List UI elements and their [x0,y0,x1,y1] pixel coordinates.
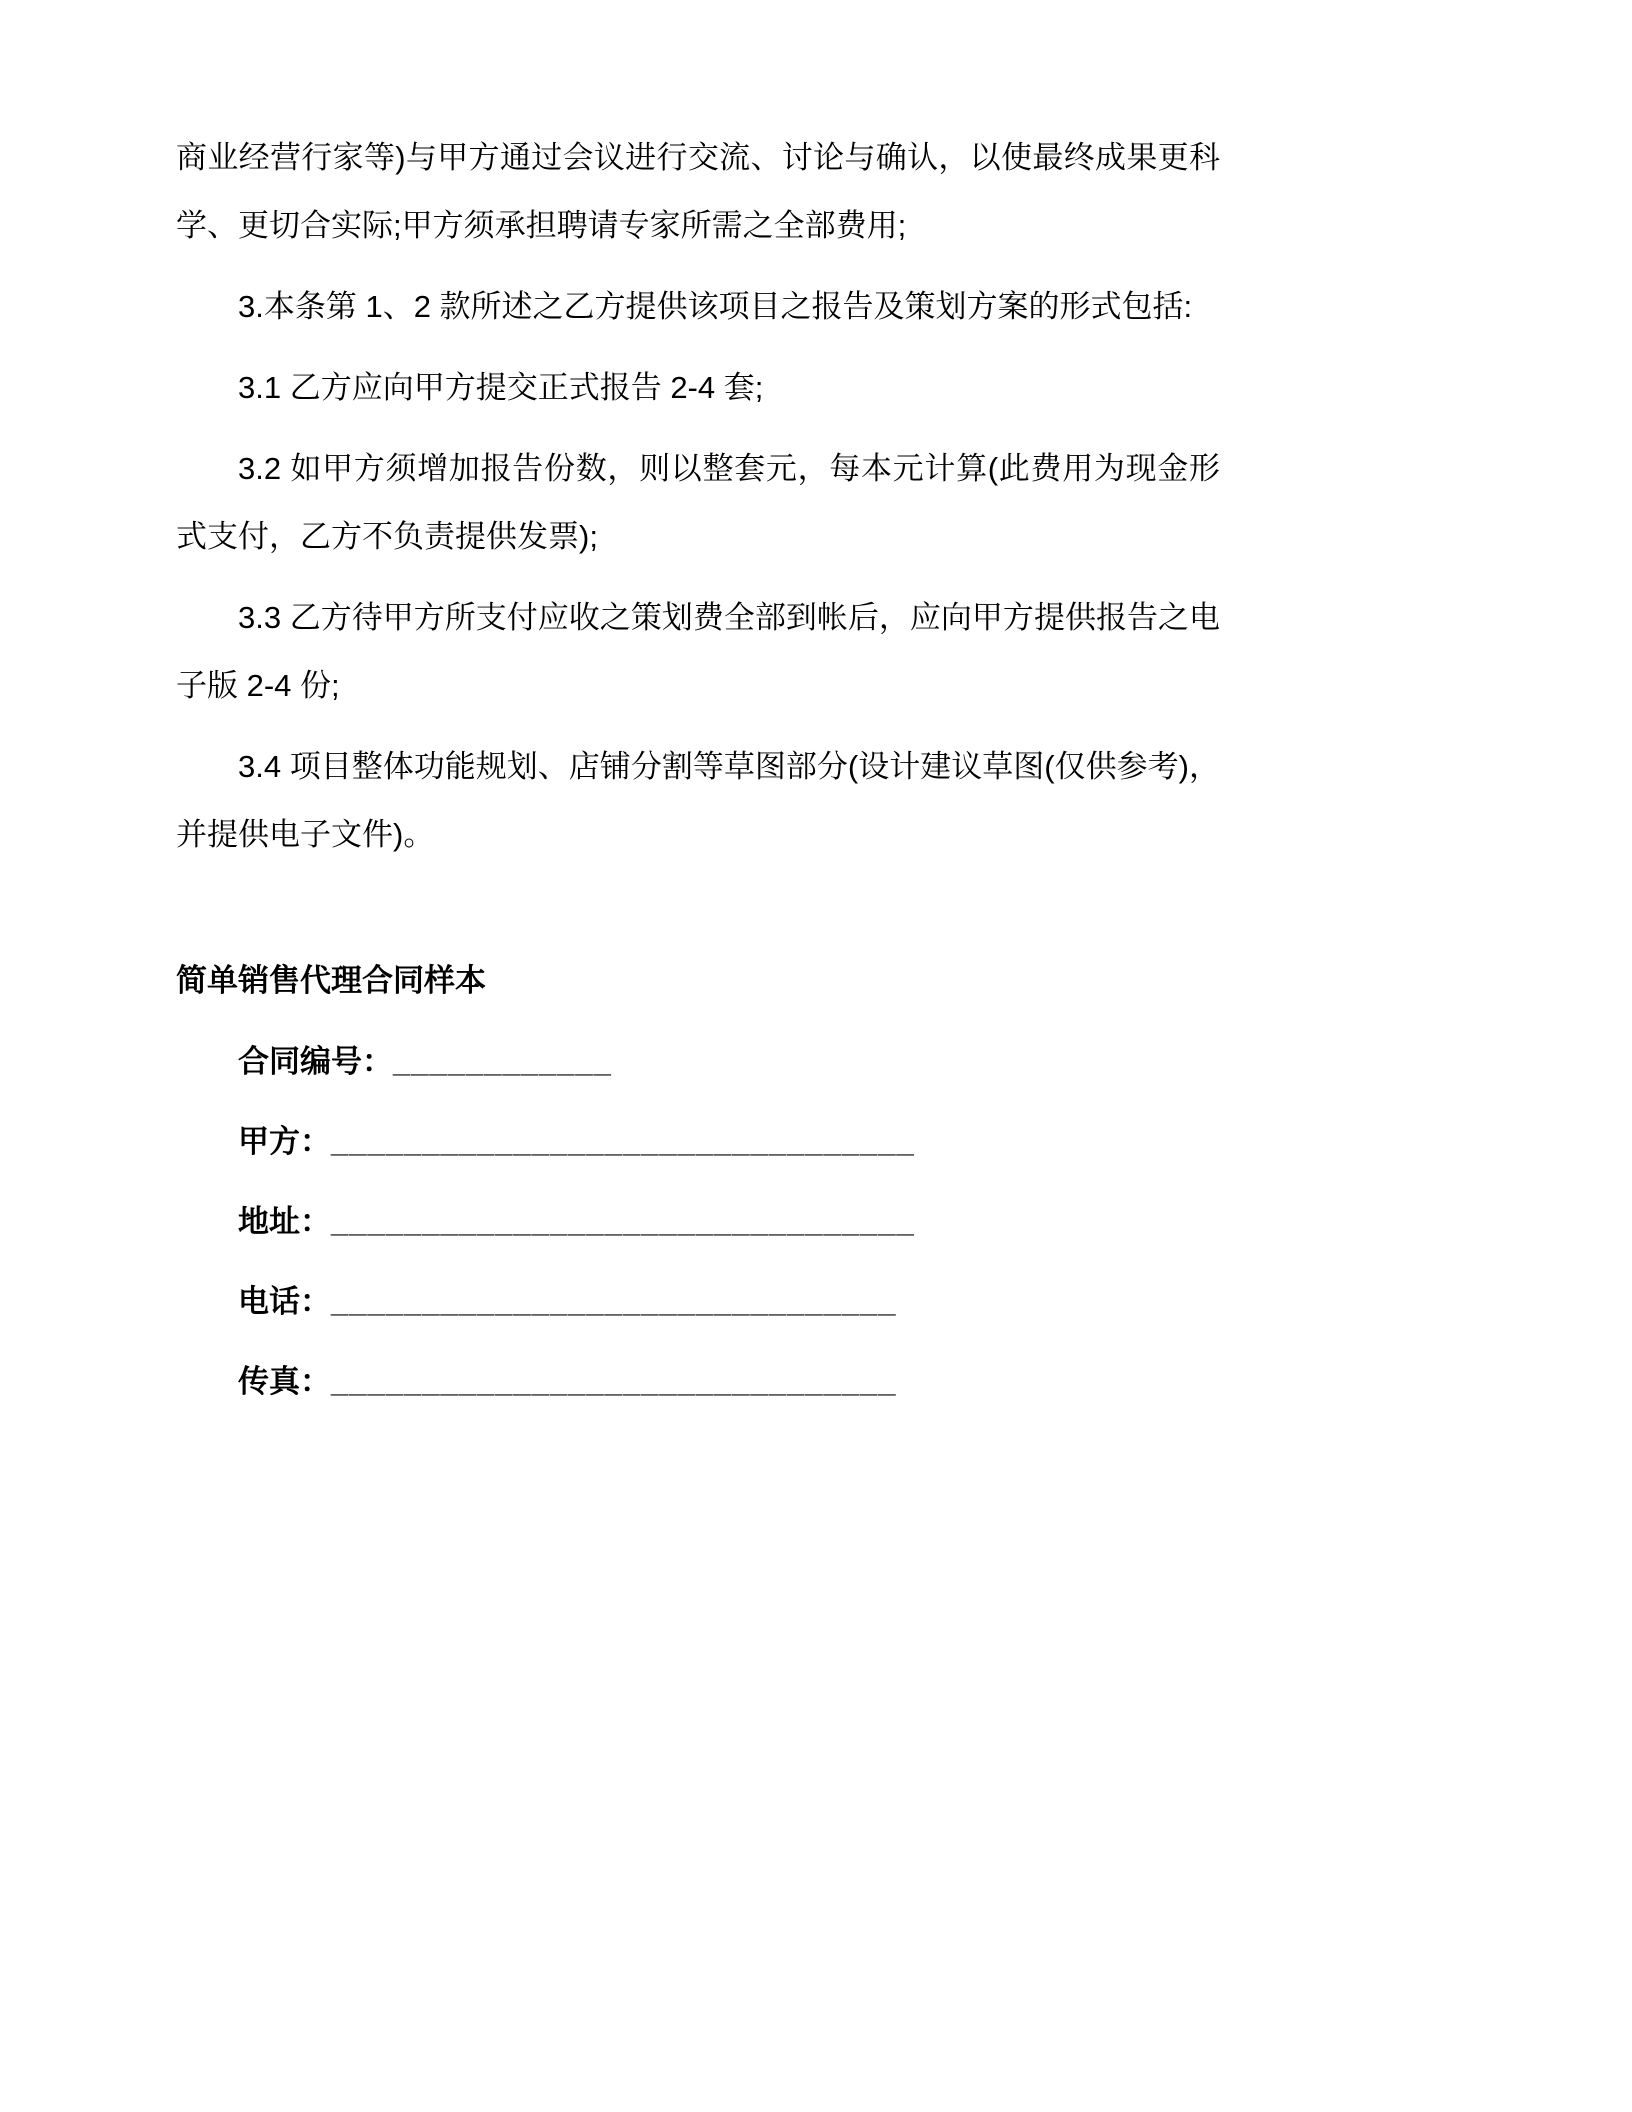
field-contract-number-blank: ____________ [393,1044,612,1079]
field-contract-number [176,1028,1220,1096]
field-phone [176,1268,1220,1336]
field-fax-blank: _______________________________ [331,1364,897,1399]
paragraph-clause-3: 3.本条第 1、2 款所述之乙方提供该项目之报告及策划方案的形式包括: [238,289,1193,324]
paragraph-clause-3-2: 3.2 如甲方须增加报告份数，则以整套元，每本元计算(此费用为现金形式支付，乙方不负责提供发票); [176,451,1220,554]
field-address-label: 地址： [238,1204,331,1239]
contract-sample-title: 简单销售代理合同样本 [176,963,486,998]
field-phone-blank: _______________________________ [331,1284,897,1319]
field-fax [176,1348,1220,1416]
field-address [176,1188,1220,1256]
field-phone-label: 电话： [238,1284,331,1319]
field-fax-label: 传真： [238,1364,331,1399]
paragraph-clause-3-1: 3.1 乙方应向甲方提交正式报告 2-4 套; [238,370,764,405]
field-contract-number-label: 合同编号： [238,1044,393,1079]
field-party-a [176,1108,1220,1176]
paragraph-clause-3-3: 3.3 乙方待甲方所支付应收之策划费全部到帐后，应向甲方提供报告之电子版 2-4 份; [176,600,1220,703]
field-address-blank: ________________________________ [331,1204,915,1239]
field-party-a-label: 甲方： [238,1124,331,1159]
paragraph-expert-fees: 商业经营行家等)与甲方通过会议进行交流、讨论与确认，以使最终成果更科学、更切合实际;甲方须承担聘请专家所需之全部费用; [176,140,1220,243]
paragraph-clause-3-4: 3.4 项目整体功能规划、店铺分割等草图部分(设计建议草图(仅供参考)，并提供电子文件)。 [176,749,1220,852]
field-party-a-blank: ________________________________ [331,1124,915,1159]
